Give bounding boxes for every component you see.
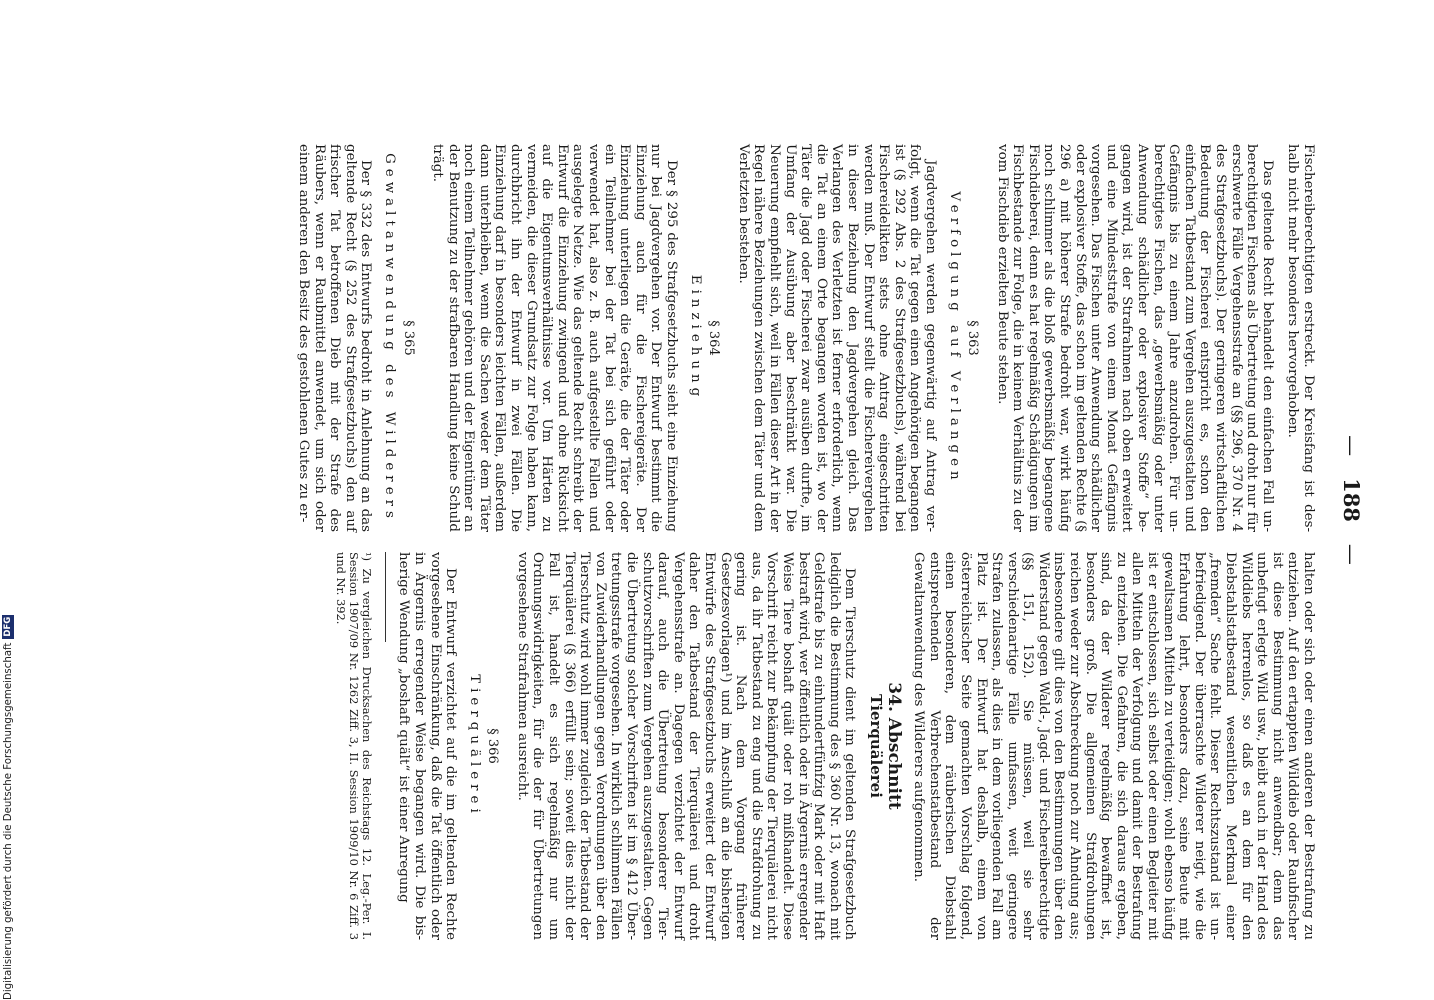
section-title: Einziehung bbox=[687, 274, 703, 402]
section-title: Tierquälerei bbox=[466, 674, 482, 818]
section-number: § 365 bbox=[400, 320, 416, 356]
left-column bbox=[285, 144, 1316, 532]
section-number: § 364 bbox=[706, 320, 722, 356]
section-number: § 363 bbox=[965, 320, 981, 356]
footnote: ¹) Zu vergleichen Drucksachen des Reichstags 12. Leg.-Per. I. Session 1907/09 Nr. 1262 Ziff. 3, II. Session 1909/10 Nr. 6 Ziff. 3 und Nr. 392. bbox=[334, 552, 375, 940]
paragraph: Das geltende Recht behandelt den einfachen Fall unberechtigten Fischens als Übertretung und droht nur für erschwerte Fälle Vergehensstrafe an (§§ 296, 370 Nr. 4 des Strafgesetzbuchs). Der geringeren wirtschaftlichen Bedeutung der Fischerei entspricht es, schon den einfachen Tatbestand zum Vergehen auszugestalten und Gefängnis bis zu einem Jahre anzudrohen. Für unberechtigtes Fischen, das „gewerbsmäßig oder unter Anwendung schädlicher oder explosiver Stoffe“ begangen wird, ist der Strafrahmen nach oben erweitert und eine Mindeststrafe von einem Monat Gefängnis vorgesehen. Das Fischen unter Anwendung schädlicher oder explosiver Stoffe, das schon im geltenden Rechte (§ 296 a) mit höherer Strafe bedroht war, wirkt häufig noch schlimmer als die bloß gewerbsmäßig begangene Fischdieberei, denn es hat regelmäßig Schädigungen im Fischbestande zur Folge, die in keinem Verhältnis zu der vom Fischdieb erzielten Beute stehen. bbox=[994, 144, 1275, 532]
chapter-number: 34. Abschnitt bbox=[883, 682, 904, 810]
paragraph: Der Entwurf verzichtet auf die im geltenden Rechte vorgesehene Einschränkung, daß die Tat öffentlich oder in Ärgernis erregender Weise begangen wird. Die bisherige Wendung „boshaft quält“ ist einer Anregung bbox=[396, 552, 459, 940]
section-title: Verfolgung auf Verlangen bbox=[946, 191, 962, 485]
section-number: § 366 bbox=[485, 728, 501, 764]
credit-text: Digitalisierung gefördert durch die Deutsche Forschungsgemeinschaft bbox=[2, 642, 14, 1000]
section-title: Gewaltanwendung des Wilderers bbox=[381, 153, 397, 523]
page-number: —188— bbox=[1339, 435, 1364, 565]
chapter-title: Tierquälerei bbox=[866, 694, 885, 798]
paragraph: halten oder sich oder einen anderen der Bestrafung zu entziehen. Auf den ertappten Wilddieb oder Raubfischer ist diese Bestimmung nicht anwendbar; denn das unbefugt erlegte Wild usw., bleibt auch in der Hand des Wilddiebs herrenlos, so daß es an dem für den Diebstahlstatbestand wesentlichen Merkmal einer „fremden“ Sache fehlt. Dieser Rechtszustand ist unbefriedigend. Der überraschte Wilderer neigt, wie die Erfahrung lehrt, besonders dazu, seine Beute mit gewaltsamen Mitteln zu verteidigen; wohl ebenso häufig ist er entschlossen, sich selbst oder einen Begleiter mit allen Mitteln der Verfolgung und damit der Bestrafung zu entziehen. Die Gefahren, die sich daraus ergeben, sind, da der Wilderer regelmäßig bewaffnet ist, besonders groß. Die allgemeinen Strafdrohungen reichen weder zur Abschreckung noch zur Ahndung aus; insbesondere gilt dies von den Bestimmungen über den Widerstand gegen Wald-, Jagd- und Fischereiberechtigte (§§ 151, 152). Sie müssen, weil sie sehr verschiedenartige Fälle umfassen, weit geringere Strafen zulassen, als dies in dem vorliegenden Fall am Platz ist. Der Entwurf hat deshalb, einem von österreichischer Seite gemachten Vorschlag folgend, einen besonderen, dem räuberischen Diebstahl entsprechenden Verbrechenstatbestand der Gewaltanwendung des Wilderers aufgenommen. bbox=[911, 552, 1316, 940]
paragraph: Fischereiberechtigten erstreckt. Der Kreisfang ist deshalb nicht mehr besonders hervorgehoben. bbox=[1285, 144, 1316, 532]
footnote-divider bbox=[385, 552, 386, 642]
paragraph: Der § 332 des Entwurfs bedroht in Anlehnung an das geltende Recht (§ 252 des Strafgesetzbuchs) den auf frischer Tat betroffenen Dieb mit der Strafe des Räubers, wenn er Raubmittel anwendet, um sich oder einem anderen den Besitz des gestohlenen Gutes zu er- bbox=[295, 144, 374, 532]
paragraph: Der § 295 des Strafgesetzbuchs sieht eine Einziehung nur bei Jagdvergehen vor. Der Entwurf bestimmt die Einziehung auch für die Fischereigeräte. Der Einziehung unterliegen die Geräte, die der Täter oder ein Teilnehmer bei der Tat bei sich geführt oder verwendet hat, also z. B. auch aufgestellte Fallen und ausgelegte Netze. Wie das geltende Recht schreibt der Entwurf die Einziehung zwingend und ohne Rücksicht auf die Eigentumsverhältnisse vor. Um Härten zu vermeiden, die dieser Grundsatz zur Folge haben kann, durchbricht ihn der Entwurf in zwei Fällen. Die Einziehung darf in besonders leichten Fällen, außerdem dann unterbleiben, wenn die Sachen weder dem Täter noch einem Teilnehmer gehören und der Eigentümer an der Benutzung zu der strafbaren Handlung keine Schuld trägt. bbox=[430, 144, 680, 532]
dfg-logo: DFG bbox=[3, 616, 13, 637]
right-column bbox=[323, 552, 1316, 940]
paragraph: Jagdvergehen werden gegenwärtig auf Antrag verfolgt, wenn die Tat gegen einen Angehörigen begangen ist (§ 292 Abs. 2 des Strafgesetzbuchs), während bei Fischereidelikten stets ohne Antrag eingeschritten werden muß. Der Entwurf stellt die Fischereivergehen in dieser Beziehung den Jagdvergehen gleich. Das Verlangen des Verletzten ist ferner erforderlich, wenn die Tat an einem Orte begangen worden ist, wo der Täter die Jagd oder Fischerei zwar ausüben durfte, im Umfang der Ausübung aber beschränkt war. Die Neuerung empfiehlt sich, weil in Fällen dieser Art in der Regel nähere Beziehungen zwischen dem Täter und dem Verletzten bestehen. bbox=[735, 144, 938, 532]
digitization-credit bbox=[2, 616, 14, 1000]
paragraph: Dem Tierschutz dient im geltenden Strafgesetzbuch lediglich die Bestimmung des § 360 Nr. 13, wonach mit Geldstrafe bis zu einhundertfünfzig Mark oder mit Haft bestraft wird, wer öffentlich oder in Ärgernis erregender Weise Tiere boshaft quält oder roh mißhandelt. Diese Vorschrift reicht zur Bekämpfung der Tierquälerei nicht aus, da ihr Tatbestand zu eng und die Strafdrohung zu gering ist. Nach dem Vorgang früherer Gesetzesvorlagen¹) und im Anschluß an die bisherigen Entwürfe des Strafgesetzbuchs erweitert der Entwurf daher den Tatbestand der Tierquälerei und droht Vergehensstrafe an. Dagegen verzichtet der Entwurf darauf, auch die Übertretung besonderer Tierschutzvorschriften zum Vergehen auszugestalten. Gegen die Übertretung solcher Vorschriften ist im § 412 Übertretungsstrafe vorgesehen. In wirklich schlimmen Fällen von Zuwiderhandlungen gegen Verordnungen über den Tierschutz wird wohl immer zugleich der Tatbestand der Tierquälerei (§ 366) erfüllt sein; soweit dies nicht der Fall ist, handelt es sich regelmäßig nur um Ordnungswidrigkeiten, für die der für Übertretungen vorgesehene Strafrahmen ausreicht. bbox=[514, 552, 858, 940]
